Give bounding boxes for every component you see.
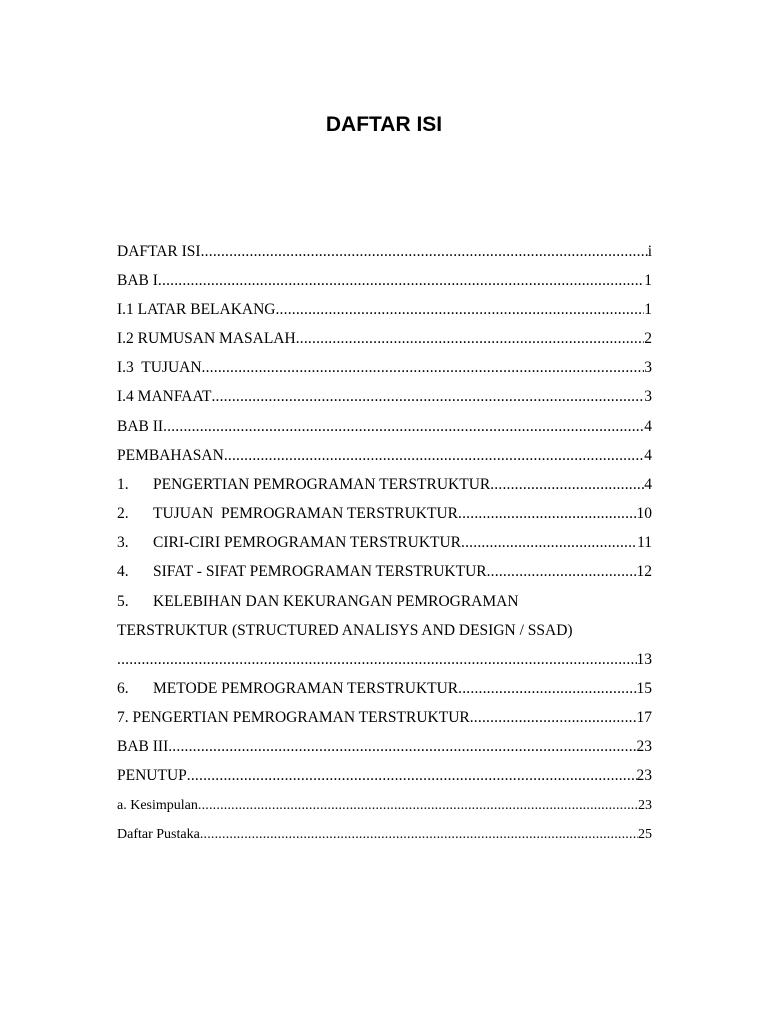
toc-entry-page: 4: [644, 476, 652, 493]
toc-entry-page: 3: [644, 388, 652, 405]
toc-entry-section-5-continuation: [117, 622, 652, 644]
toc-entry-section-7: [117, 709, 652, 731]
toc-entry-label: I.2 RUMUSAN MASALAH: [117, 330, 296, 347]
toc-leader-dots: [200, 827, 638, 843]
toc-leader-dots: [158, 272, 644, 290]
toc-entry-pembahasan: [117, 447, 652, 469]
toc-entry-bab-1: [117, 272, 652, 294]
toc-entry-latar-belakang: [117, 301, 652, 323]
toc-entry-label: BAB I: [117, 272, 158, 289]
toc-entry-number: 5.: [117, 593, 129, 610]
page-title: DAFTAR ISI: [325, 113, 443, 136]
toc-entry-label: PENUTUP: [117, 767, 187, 784]
toc-entry-label: I.1 LATAR BELAKANG: [117, 301, 276, 318]
toc-entry-number: 3.: [117, 534, 129, 551]
toc-entry-bab-3: [117, 738, 652, 760]
toc-leader-dots: [168, 738, 636, 756]
toc-leader-dots: [187, 767, 637, 785]
toc-entry-page: 2: [644, 330, 652, 347]
toc-entry-rumusan-masalah: [117, 330, 652, 352]
toc-entry-label: BAB III: [117, 738, 169, 755]
toc-entry-label: CIRI-CIRI PEMROGRAMAN TERSTRUKTUR: [153, 534, 462, 551]
toc-entry-page: 10: [636, 505, 652, 522]
toc-leader-dots: [458, 680, 636, 698]
toc-entry-label: SIFAT - SIFAT PEMROGRAMAN TERSTRUKTUR: [153, 563, 487, 580]
toc-entry-bab-2: [117, 418, 652, 440]
toc-leader-dots: [470, 709, 637, 727]
toc-entry-label: PEMBAHASAN: [117, 447, 224, 464]
toc-entry-label: Daftar Pustaka: [117, 827, 200, 842]
toc-entry-page: 23: [638, 798, 652, 813]
toc-entry-page: 15: [636, 680, 652, 697]
toc-leader-dots: [198, 798, 638, 814]
toc-entry-label: METODE PEMROGRAMAN TERSTRUKTUR: [153, 680, 459, 697]
toc-entry-daftar-isi: [117, 243, 652, 265]
toc-entry-number: 4.: [117, 563, 129, 580]
toc-entry-number: 1.: [117, 476, 129, 493]
toc-entry-section-5: [117, 593, 652, 615]
toc-entry-label: TUJUAN PEMROGRAMAN TERSTRUKTUR: [153, 505, 459, 522]
toc-entry-section-3: [117, 534, 652, 556]
toc-entry-label: I.4 MANFAAT: [117, 388, 212, 405]
toc-entry-page: 11: [637, 534, 652, 551]
toc-entry-page: 4: [644, 418, 652, 435]
toc-leader-dots: [296, 330, 645, 348]
toc-entry-label: BAB II: [117, 418, 164, 435]
toc-leader-dots: [163, 418, 644, 436]
toc-entry-page: 4: [644, 447, 652, 464]
toc-leader-dots: [490, 476, 644, 494]
toc-entry-page: 1: [644, 272, 652, 289]
toc-entry-number: 6.: [117, 680, 129, 697]
toc-entry-page: 23: [636, 738, 652, 755]
toc-entry-section-6: [117, 680, 652, 702]
toc-entry-daftar-pustaka: [117, 827, 652, 849]
toc-entry-page: i: [647, 243, 652, 260]
toc-entry-page: 1: [644, 301, 652, 318]
toc-leader-dots: [461, 534, 637, 552]
toc-entry-label: PENGERTIAN PEMROGRAMAN TERSTRUKTUR: [153, 476, 491, 493]
toc-leader-dots: [211, 388, 644, 406]
toc-entry-section-1: [117, 476, 652, 498]
toc-leader-dots: [201, 243, 648, 261]
toc-entry-label-continuation: TERSTRUKTUR (STRUCTURED ANALISYS AND DESIGN / SSAD): [117, 622, 573, 639]
toc-entry-number: 2.: [117, 505, 129, 522]
toc-entry-label: I.3 TUJUAN: [117, 359, 202, 376]
toc-entry-page: 17: [636, 709, 652, 726]
toc-leader-dots: [458, 505, 636, 523]
toc-entry-page: 3: [644, 359, 652, 376]
toc-entry-kesimpulan: [117, 798, 652, 820]
toc-entry-tujuan: [117, 359, 652, 381]
toc-leader-dots: [487, 563, 637, 581]
toc-entry-page: 25: [638, 827, 652, 842]
toc-leader-dots: [275, 301, 644, 319]
toc-entry-page: 13: [636, 651, 652, 668]
toc-entry-section-5-leader: [117, 651, 652, 673]
toc-entry-section-4: [117, 563, 652, 585]
toc-entry-section-2: [117, 505, 652, 527]
toc-entry-page: 23: [636, 767, 652, 784]
toc-leader-dots: [202, 359, 645, 377]
toc-entry-label: KELEBIHAN DAN KEKURANGAN PEMROGRAMAN: [153, 593, 519, 610]
toc-entry-label: a. Kesimpulan: [117, 798, 198, 813]
toc-entry-label: DAFTAR ISI: [117, 243, 201, 260]
toc-leader-dots: [224, 447, 644, 465]
toc-entry-manfaat: [117, 388, 652, 410]
toc-entry-penutup: [117, 767, 652, 789]
toc-entry-label: 7. PENGERTIAN PEMROGRAMAN TERSTRUKTUR: [117, 709, 470, 726]
toc-leader-dots: [117, 651, 637, 669]
toc-entry-page: 12: [636, 563, 652, 580]
